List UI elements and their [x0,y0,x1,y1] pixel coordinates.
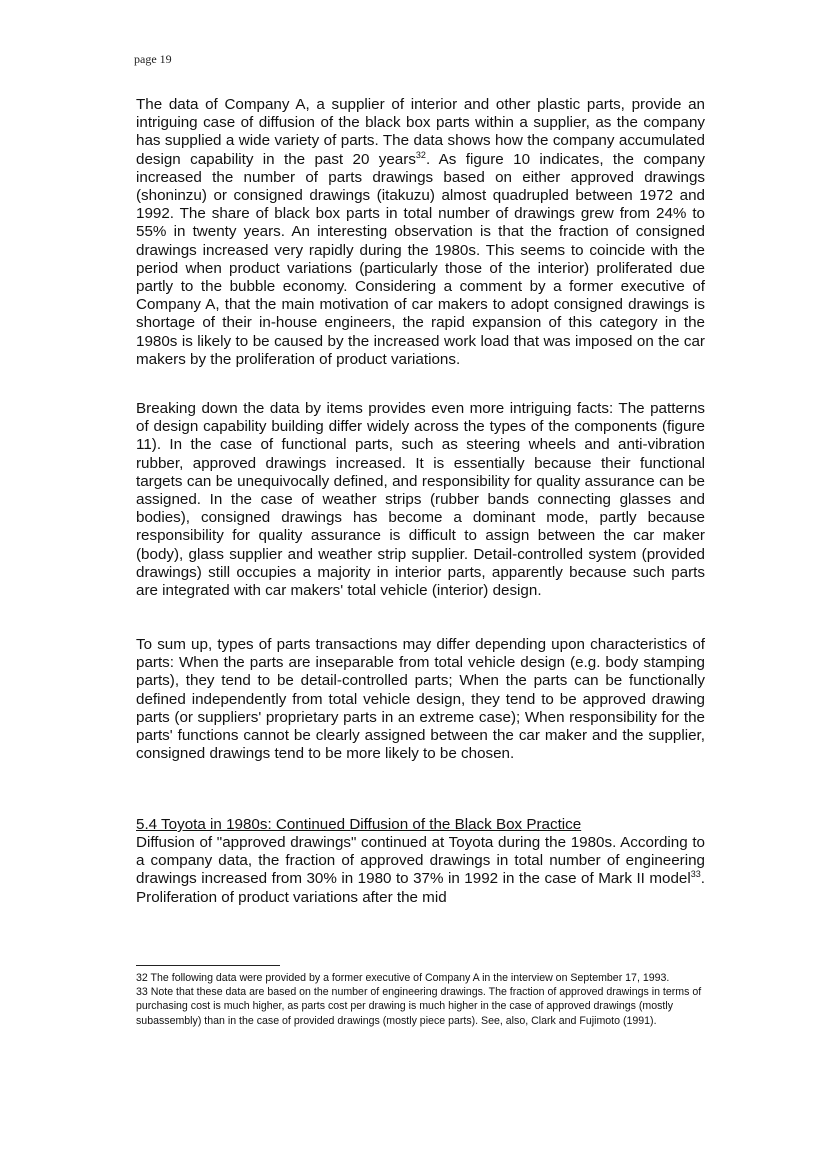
section-heading: 5.4 Toyota in 1980s: Continued Diffusion of the Black Box Practice [136,816,582,833]
paragraph-text: Diffusion of "approved drawings" continued at Toyota during the 1980s. According to a company data, the fraction of approved drawings in total number of engineering drawings increased from 30% in 1980 to 37% in 1992 in the case of Mark II model [136,834,705,888]
paragraph-text: The data of Company A, a supplier of interior and other plastic parts, provide an intriguing case of diffusion of the black box parts within a supplier, as the company has supplied a wide variety of parts. The data shows how the company accumulated design capability in the past 20 years [136,96,705,168]
paragraph-text: . As figure 10 indicates, the company increased the number of parts drawings based on either approved drawings (shoninzu) or consigned drawings (itakuzu) almost quadrupled between 1972 and 1992. The share of black box parts in total number of drawings grew from 24% to 55% in twenty years. An interesting observation is that the fraction of consigned drawings increased very rapidly during the 1980s. This seems to coincide with the period when product variations (particularly those of the interior) proliferated due partly to the bubble economy. Considering a comment by a former executive of Company A, that the main motivation of car makers to adopt consigned drawings is shortage of their in-house engineers, the rapid expansion of this category in the 1980s is likely to be caused by the increased work load that was imposed on the car makers by the proliferation of product variations. [136,150,705,368]
footnote-divider [136,965,280,966]
paragraph-text: . Proliferation of product variations after the mid [136,870,705,906]
paragraph-toyota-1980s [136,834,705,907]
footnotes [136,971,708,1028]
footnote-number: 32 [136,972,148,984]
footnote-ref-32[interactable]: 32 [415,149,426,160]
footnote-32 [136,971,708,985]
footnote-text: The following data were provided by a former executive of Company A in the interview on September 17, 1993. [147,972,670,984]
footnote-text: Note that these data are based on the number of engineering drawings. The fraction of approved drawings in terms of purchasing cost is much higher, as parts cost per drawing is much higher in the case of approved drawings (mostly subassembly) than in the case of provided drawings (mostly piece parts). See, also, Clark and Fujimoto (1991). [136,986,702,1027]
footnote-number: 33 [136,986,148,999]
paragraph-sum-up: To sum up, types of parts transactions may differ depending upon characteristics of parts: When the parts are inseparable from total vehicle design (e.g. body stamping parts), they tend to be detail-controlled parts; When the parts can be functionally defined independently from total vehicle design, they tend to be approved drawing parts (or suppliers' proprietary parts in an extreme case); When responsibility for the parts' functions cannot be clearly assigned between the car maker and the supplier, consigned drawings tend to be more likely to be chosen. [136,636,705,763]
paragraph-company-a-data [136,96,705,369]
footnote-ref-33[interactable]: 33 [690,869,701,880]
page-number: page 19 [134,52,172,66]
paragraph-breaking-down-data: Breaking down the data by items provides even more intriguing facts: The patterns of design capability building differ widely across the types of the components (figure 11). In the case of functional parts, such as steering wheels and anti-vibration rubber, approved drawings increased. It is essentially because their functional targets can be unequivocally defined, and responsibility for quality assurance can be assigned. In the case of weather strips (rubber bands connecting glasses and bodies), consigned drawings has become a dominant mode, partly because responsibility for quality assurance is difficult to assign between the car maker (body), glass supplier and weather strip supplier. Detail-controlled system (provided drawings) still occupies a majority in interior parts, apparently because such parts are integrated with car makers' total vehicle (interior) design. [136,400,705,600]
footnote-33 [136,985,708,1028]
